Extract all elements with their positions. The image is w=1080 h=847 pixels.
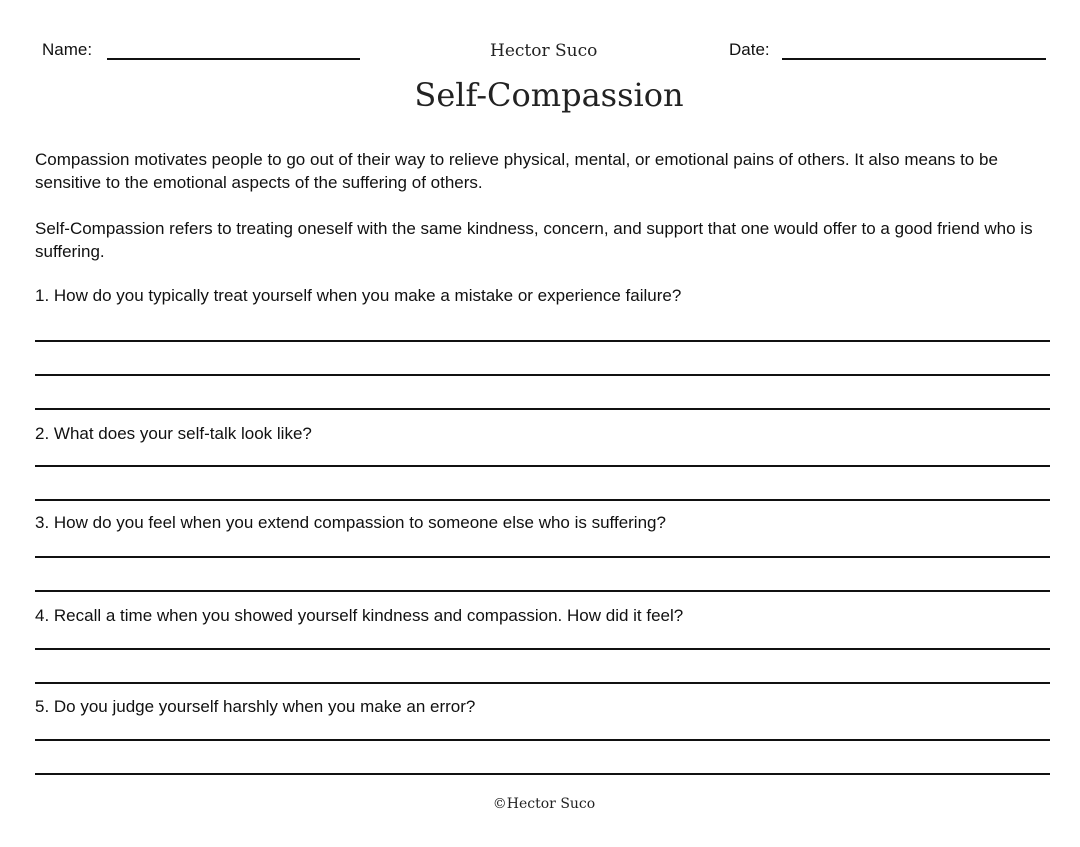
paragraph-compassion: Compassion motivates people to go out of their way to relieve physical, mental, or emotional pains of others. It also means to be sensitive to the emotional aspects of the suffering of others. [35,150,998,192]
date-field[interactable] [782,58,1046,60]
paragraph-self-compassion: Self-Compassion refers to treating oneself with the same kindness, concern, and support that one would offer to a good friend who is suffering. [35,219,1033,261]
question-3: 3. How do you feel when you extend compassion to someone else who is suffering? [35,513,666,532]
answer-line[interactable] [35,739,1050,741]
answer-line[interactable] [35,499,1050,501]
answer-line[interactable] [35,556,1050,558]
answer-line[interactable] [35,340,1050,342]
answer-line[interactable] [35,773,1050,775]
question-5: 5. Do you judge yourself harshly when you make an error? [35,697,476,716]
copyright-footer: ©Hector Suco [492,796,596,812]
answer-line[interactable] [35,590,1050,592]
question-1: 1. How do you typically treat yourself when you make a mistake or experience failure? [35,286,682,305]
answer-line[interactable] [35,465,1050,467]
name-label: Name: [42,40,93,59]
date-label: Date: [729,40,770,59]
page-title: Self-Compassion [414,76,684,114]
answer-line[interactable] [35,682,1050,684]
question-4: 4. Recall a time when you showed yourself kindness and compassion. How did it feel? [35,606,684,625]
name-field[interactable] [107,58,360,60]
answer-line[interactable] [35,648,1050,650]
author-name: Hector Suco [490,41,598,61]
answer-line[interactable] [35,408,1050,410]
answer-line[interactable] [35,374,1050,376]
question-2: 2. What does your self-talk look like? [35,424,312,443]
